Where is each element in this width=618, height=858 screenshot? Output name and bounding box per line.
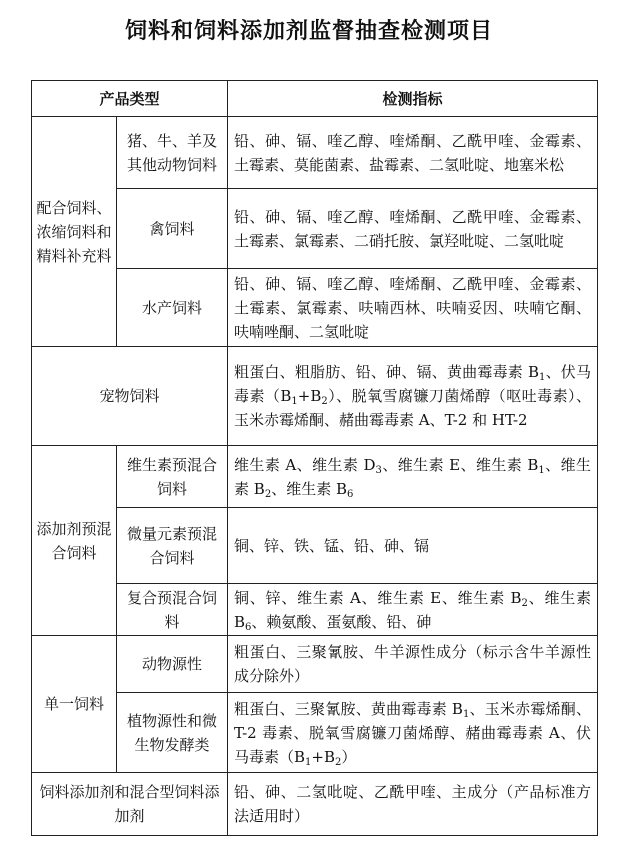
subtype-vitamin-premix: 维生素预混合饲料 — [117, 446, 228, 508]
group-compound-feed: 配合饲料、浓缩饲料和精料补充料 — [32, 117, 117, 347]
table-row — [32, 189, 598, 269]
subtype-compound-premix: 复合预混合饲料 — [117, 584, 228, 636]
table-header-row — [32, 81, 598, 117]
indicators-trace-element-premix: 铜、锌、铁、锰、铅、砷、镉 — [228, 508, 598, 584]
subtype-animal-origin: 动物源性 — [117, 636, 228, 693]
subtype-poultry-feed: 禽饲料 — [117, 189, 228, 269]
table-row — [32, 508, 598, 584]
indicators-vitamin-premix: 维生素 A、维生素 $D_3$、维生素 E、维生素 $B_1$、维生素 $B_2$、维生素 $B_6$ — [228, 446, 598, 508]
group-additive-premix: 添加剂预混合饲料 — [32, 446, 117, 636]
indicators-feed-additive: 铅、砷、二氢吡啶、乙酰甲喹、主成分（产品标准方法适用时） — [228, 773, 598, 836]
type-pet-feed: 宠物饲料 — [32, 347, 228, 446]
subtype-plant-origin: 植物源性和微生物发酵类 — [117, 693, 228, 773]
indicators-compound-premix: 铜、锌、维生素 A、维生素 E、维生素 $B_2$、维生素 $B_6$、赖氨酸、蛋氨酸、铅、砷 — [228, 584, 598, 636]
indicators-plant-origin: 粗蛋白、三聚氰胺、黄曲霉毒素 $B_1$、玉米赤霉烯酮、T-2 毒素、脱氧雪腐镰刀菌烯醇、赭曲霉毒素 A、伏马毒素$(B_1+B_2)$ — [228, 693, 598, 773]
header-product-type: 产品类型 — [32, 81, 228, 117]
subtype-livestock-feed: 猪、牛、羊及其他动物饲料 — [117, 117, 228, 189]
page-title: 饲料和饲料添加剂监督抽查检测项目 — [124, 18, 493, 44]
table-row — [32, 117, 598, 189]
header-indicators: 检测指标 — [228, 81, 598, 117]
table-row — [32, 347, 598, 446]
indicators-livestock-feed: 铅、砷、镉、喹乙醇、喹烯酮、乙酰甲喹、金霉素、土霉素、莫能菌素、盐霉素、二氢吡啶、地塞米松 — [228, 117, 598, 189]
indicators-aquatic-feed: 铅、砷、镉、喹乙醇、喹烯酮、乙酰甲喹、金霉素、土霉素、氯霉素、呋喃西林、呋喃妥因、呋喃它酮、呋喃唑酮、二氢吡啶 — [228, 269, 598, 347]
subtype-trace-element-premix: 微量元素预混合饲料 — [117, 508, 228, 584]
table-row — [32, 584, 598, 636]
table-row — [32, 269, 598, 347]
type-feed-additive: 饲料添加剂和混合型饲料添加剂 — [32, 773, 228, 836]
table-row — [32, 773, 598, 836]
inspection-items-table — [31, 80, 598, 836]
table-row — [32, 636, 598, 693]
indicators-poultry-feed: 铅、砷、镉、喹乙醇、喹烯酮、乙酰甲喹、金霉素、土霉素、氯霉素、二硝托胺、氯羟吡啶、二氢吡啶 — [228, 189, 598, 269]
table-row — [32, 446, 598, 508]
indicators-pet-feed: 粗蛋白、粗脂肪、铅、砷、镉、黄曲霉毒素 $B_1$、伏马毒素$(B_1+B_2)$、脱氧雪腐镰刀菌烯醇（呕吐毒素）、玉米赤霉烯酮、赭曲霉毒素 A、T-2 和 HT-2 — [228, 347, 598, 446]
table-row — [32, 693, 598, 773]
group-single-feed: 单一饲料 — [32, 636, 117, 773]
subtype-aquatic-feed: 水产饲料 — [117, 269, 228, 347]
indicators-animal-origin: 粗蛋白、三聚氰胺、牛羊源性成分（标示含牛羊源性成分除外） — [228, 636, 598, 693]
